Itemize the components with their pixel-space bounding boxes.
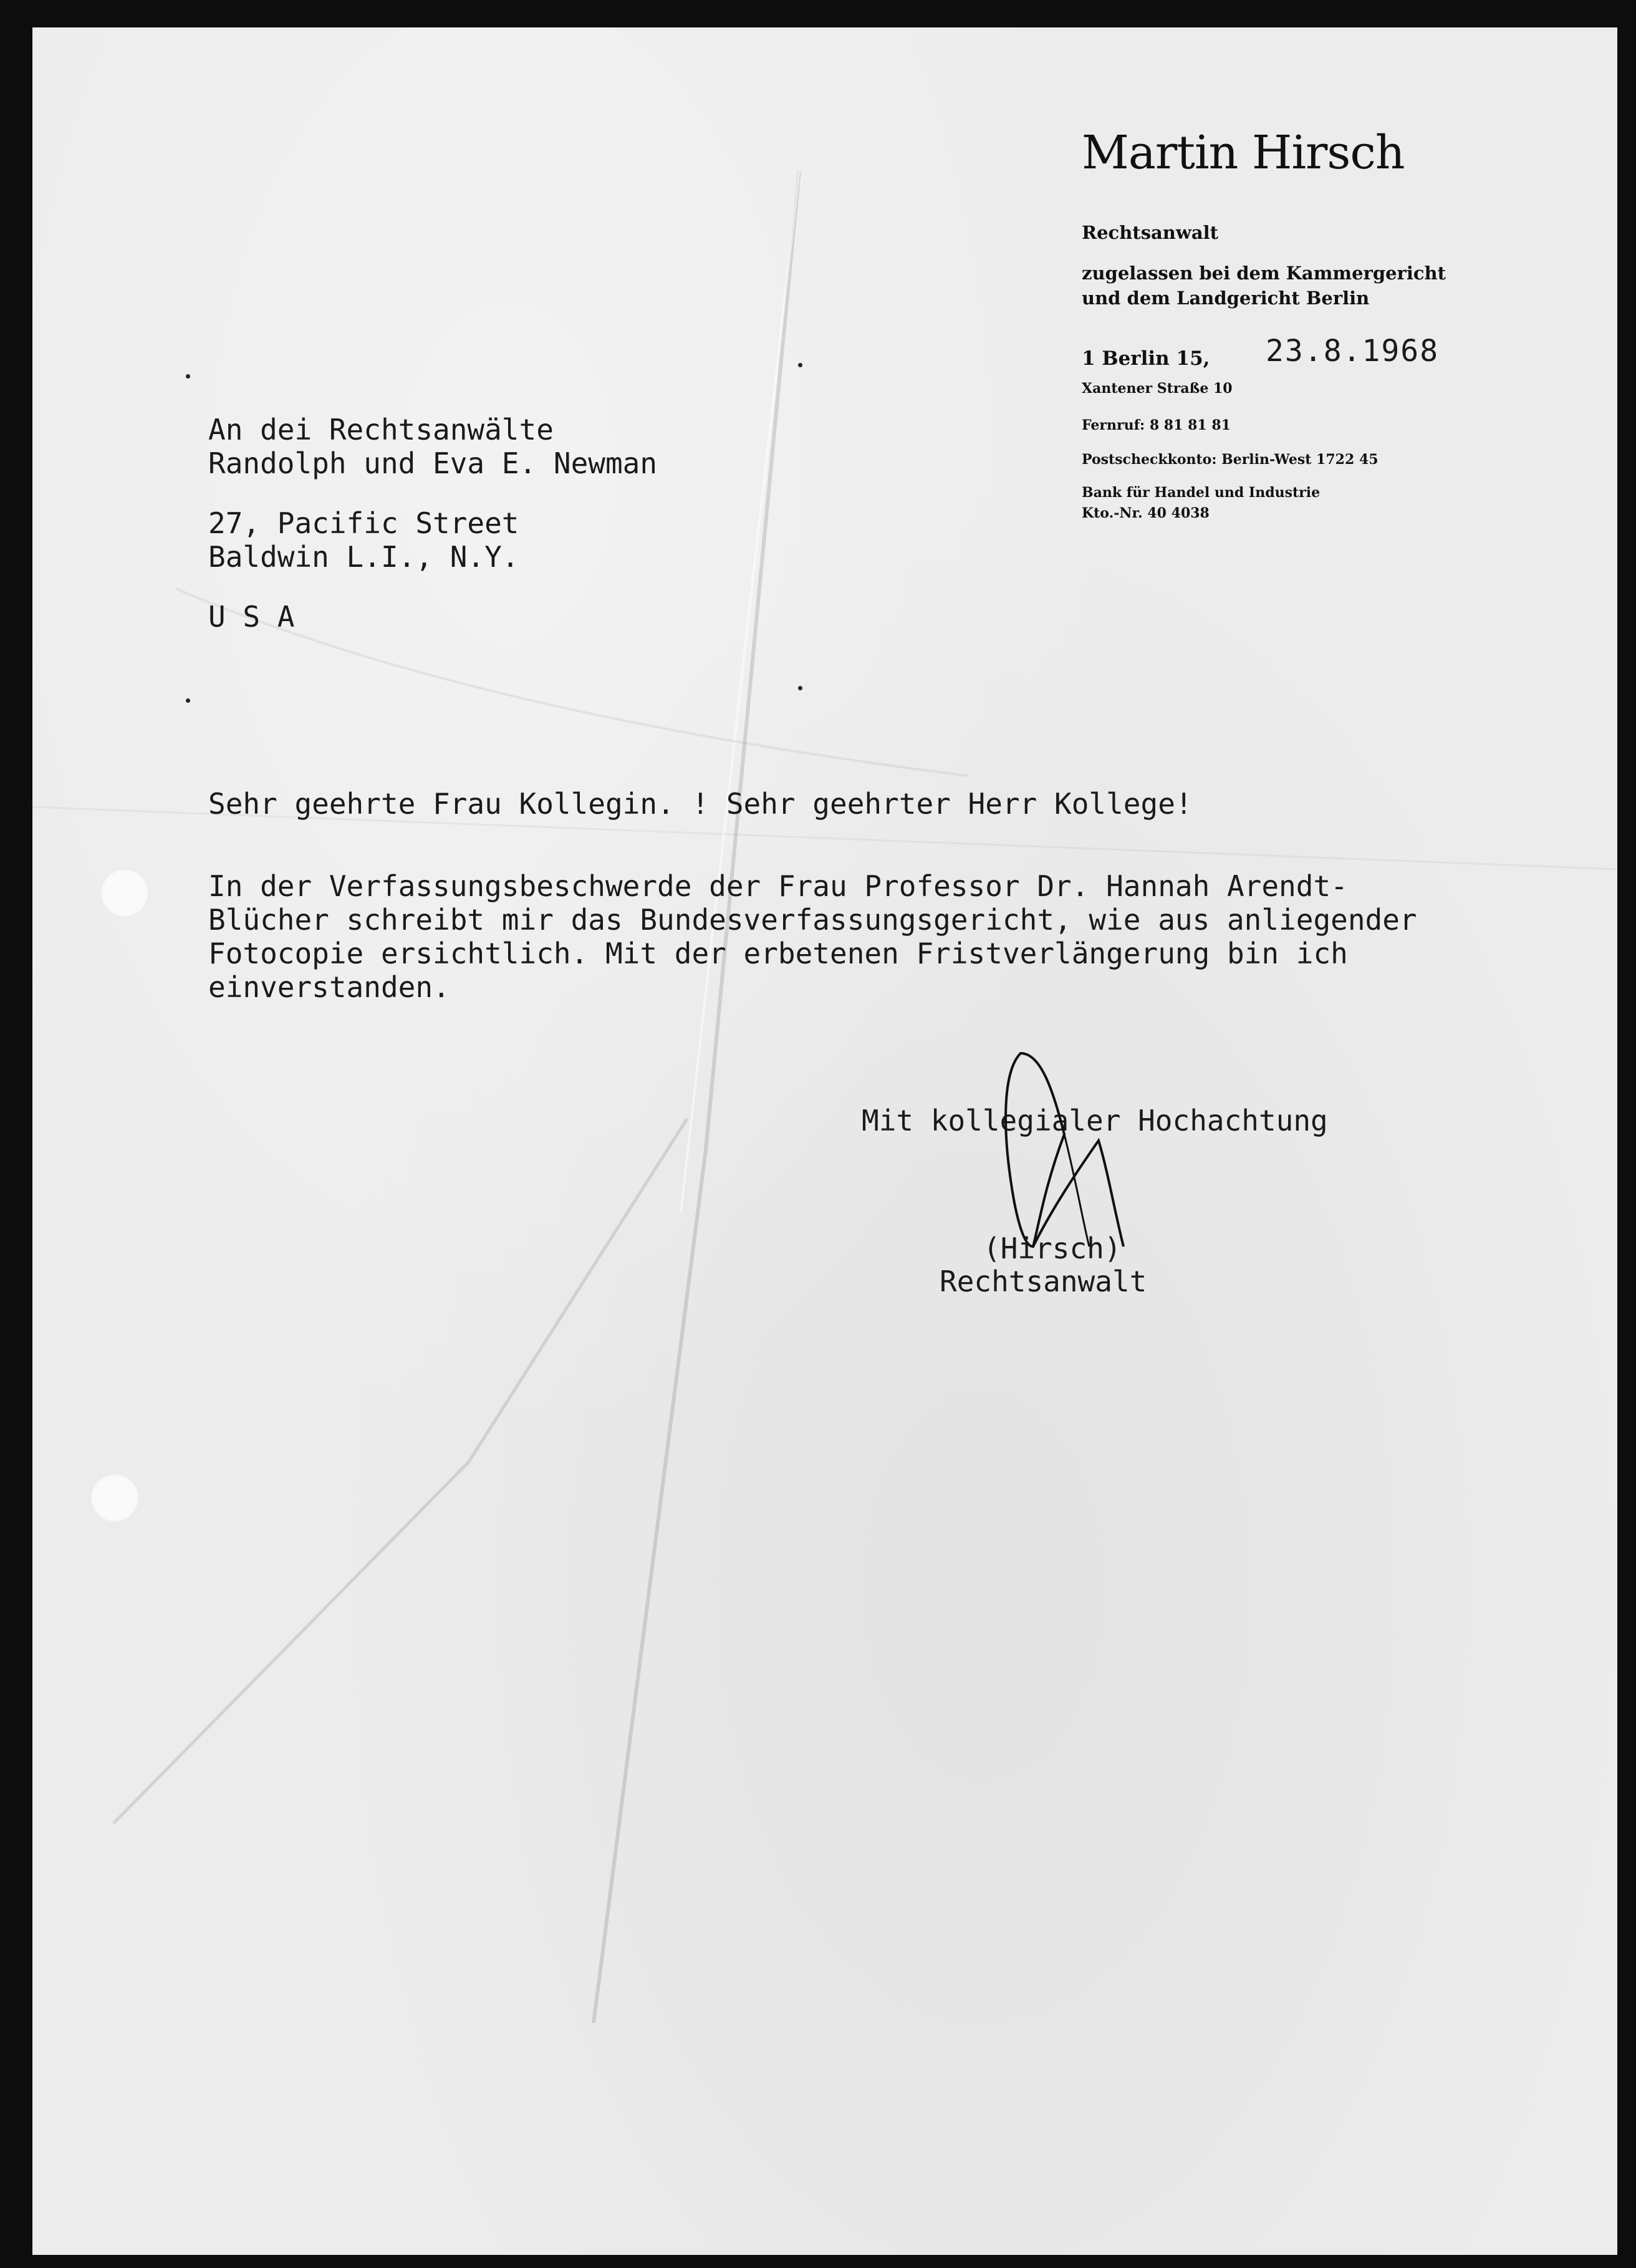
recipient-line: An dei Rechtsanwälte [208,413,554,446]
letter-date: 23.8.1968 [1266,334,1440,369]
fold-mark [186,698,190,703]
punch-hole-bottom [90,1473,140,1523]
body-line: einverstanden. [208,970,450,1004]
signer-name: (Hirsch) [983,1232,1122,1265]
body-line: Blücher schreibt mir das Bundesverfassungsgericht, wie aus anliegender [208,903,1417,937]
letterhead-postal-account: Postscheckkonto: Berlin-West 1722 45 [1082,451,1379,468]
closing: Mit kollegialer Hochachtung [862,1104,1328,1137]
letterhead-name: Martin Hirsch [1082,126,1405,180]
punch-hole-top [100,868,150,918]
recipient-line: Randolph und Eva E. Newman [208,446,658,480]
body-line: In der Verfassungsbeschwerde der Frau Professor Dr. Hannah Arendt- [208,869,1348,903]
salutation: Sehr geehrte Frau Kollegin. ! Sehr geehrter Herr Kollege! [208,787,1193,821]
letterhead-profession: Rechtsanwalt [1082,222,1219,243]
recipient-line: 27, Pacific Street [208,506,519,540]
letterhead-bank: Bank für Handel und Industrie [1082,485,1321,501]
signer-title: Rechtsanwalt [940,1265,1147,1298]
body-line: Fotocopie ersichtlich. Mit der erbetenen Fristverlängerung bin ich [208,937,1348,970]
fold-mark [798,686,802,690]
letterhead-phone: Fernruf: 8 81 81 81 [1082,417,1231,433]
recipient-line: U S A [208,600,295,634]
letter-page [32,27,1617,2255]
signature-mark [989,1047,1139,1253]
fold-mark [186,374,190,379]
fold-mark [798,363,802,367]
letterhead-street: Xantener Straße 10 [1082,380,1233,397]
letterhead-admission-2: und dem Landgericht Berlin [1082,287,1370,309]
letterhead-account-number: Kto.-Nr. 40 4038 [1082,505,1210,521]
recipient-line: Baldwin L.I., N.Y. [208,540,519,574]
letterhead-city: 1 Berlin 15, [1082,347,1210,370]
letterhead-admission-1: zugelassen bei dem Kammergericht [1082,263,1446,284]
